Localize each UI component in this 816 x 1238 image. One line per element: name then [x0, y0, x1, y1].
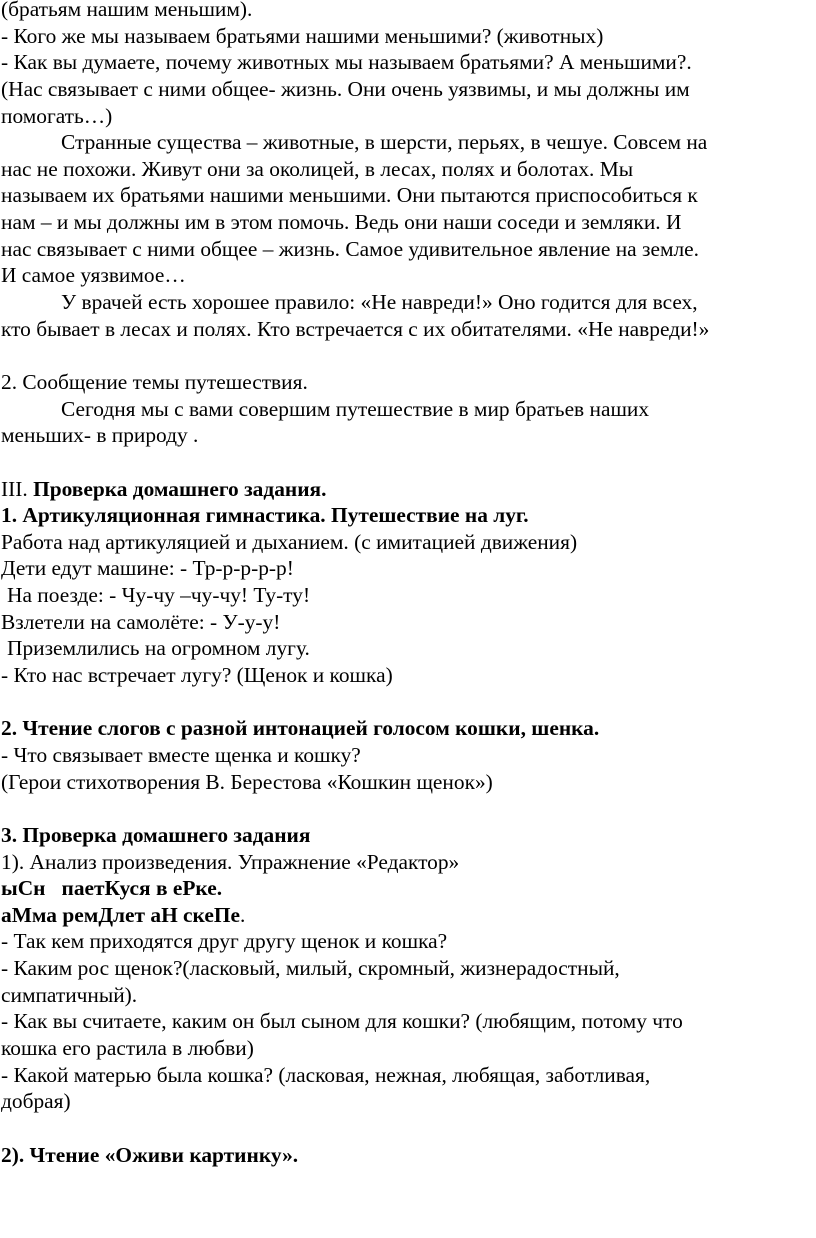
text-line: - Кто нас встречает лугу? (Щенок и кошка): [1, 663, 393, 688]
text-line: (Герои стихотворения В. Берестова «Кошкин щенок»): [1, 769, 493, 794]
intro-block: [1, 0, 813, 129]
text-line: Странные существа – животные, в шерсти, перьях, в чешуе. Совсем на: [61, 130, 708, 155]
text-line: (Нас связывает с ними общее- жизнь. Они очень уязвимы, и мы должны им: [1, 76, 690, 101]
text-line: кошка его растила в любви): [1, 1035, 254, 1060]
section-title: Проверка домашнего задания.: [33, 476, 327, 501]
topic-block: [1, 369, 813, 449]
text-line: Взлетели на самолёте: - У-у-у!: [1, 609, 281, 634]
text-line: Дети едут машине: - Тр-р-р-р-р!: [1, 556, 294, 581]
text-line: Приземлились на огромном лугу.: [7, 636, 310, 661]
scrambled-period: .: [239, 902, 246, 927]
section-heading: [1, 476, 813, 503]
text-line: нам – и мы должны им в этом помочь. Ведь они наши соседи и земляки. И: [1, 210, 682, 235]
text-line: меньших- в природу .: [1, 423, 199, 448]
paragraph-strange-creatures: [1, 129, 813, 289]
section-numeral: III.: [1, 476, 28, 501]
text-line: Работа над артикуляцией и дыханием. (с имитацией движения): [1, 529, 578, 554]
topic-heading: 2. Сообщение темы путешествия.: [1, 369, 308, 394]
text-line: (братьям нашим меньшим).: [1, 0, 253, 21]
scrambled-line: [1, 902, 813, 929]
item-title-revive-picture: 2). Чтение «Оживи картинку».: [1, 1142, 299, 1167]
item-title-syllables: 2. Чтение слогов с разной интонацией голосом кошки, шенка.: [1, 716, 600, 741]
text-line: кто бывает в лесах и полях. Кто встречается с их обитателями. «Не навреди!»: [1, 316, 710, 341]
spacer: [1, 689, 813, 716]
spacer: [1, 449, 813, 476]
text-line: добрая): [1, 1089, 71, 1114]
text-line: помогать…): [1, 103, 113, 128]
text-line: - Так кем приходятся друг другу щенок и кошка?: [1, 929, 448, 954]
section-homework: [1, 476, 813, 1169]
text-line: симпатичный).: [1, 982, 138, 1007]
text-line: называем их братьями нашими меньшими. Они пытаются приспособиться к: [1, 183, 698, 208]
text-line: - Как вы считаете, каким он был сыном для кошки? (любящим, потому что: [1, 1009, 683, 1034]
item-title-gymnastics: 1. Артикуляционная гимнастика. Путешествие на луг.: [1, 503, 529, 528]
text-line: У врачей есть хорошее правило: «Не навреди!» Оно годится для всех,: [61, 290, 698, 315]
scrambled-text: аМма ремДлет аН скеПе: [1, 902, 240, 927]
scrambled-line: ыСн паетКуся в еРке.: [1, 876, 223, 901]
spacer: [1, 795, 813, 822]
document-page: [1, 0, 813, 1168]
item-title-homework-check: 3. Проверка домашнего задания: [1, 822, 311, 847]
text-line: - Какой матерью была кошка? (ласковая, нежная, любящая, заботливая,: [1, 1062, 651, 1087]
item-subtitle-editor: 1). Анализ произведения. Упражнение «Редактор»: [1, 849, 460, 874]
text-line: - Кого же мы называем братьями нашими меньшими? (животных): [1, 23, 604, 48]
text-line: нас не похожи. Живут они за околицей, в лесах, полях и болотах. Мы: [1, 156, 634, 181]
text-line: - Как вы думаете, почему животных мы называем братьями? А меньшими?.: [1, 50, 692, 75]
text-line: На поезде: - Чу-чу –чу-чу! Ту-ту!: [7, 583, 311, 608]
text-line: Сегодня мы с вами совершим путешествие в мир братьев наших: [61, 396, 650, 421]
text-line: - Каким рос щенок?(ласковый, милый, скромный, жизнерадостный,: [1, 956, 620, 981]
spacer: [1, 1115, 813, 1142]
spacer: [1, 342, 813, 369]
paragraph-doctors-rule: [1, 289, 813, 342]
text-line: - Что связывает вместе щенка и кошку?: [1, 742, 361, 767]
text-line: И самое уязвимое…: [1, 263, 186, 288]
text-line: нас связывает с ними общее – жизнь. Самое удивительное явление на земле.: [1, 236, 700, 261]
